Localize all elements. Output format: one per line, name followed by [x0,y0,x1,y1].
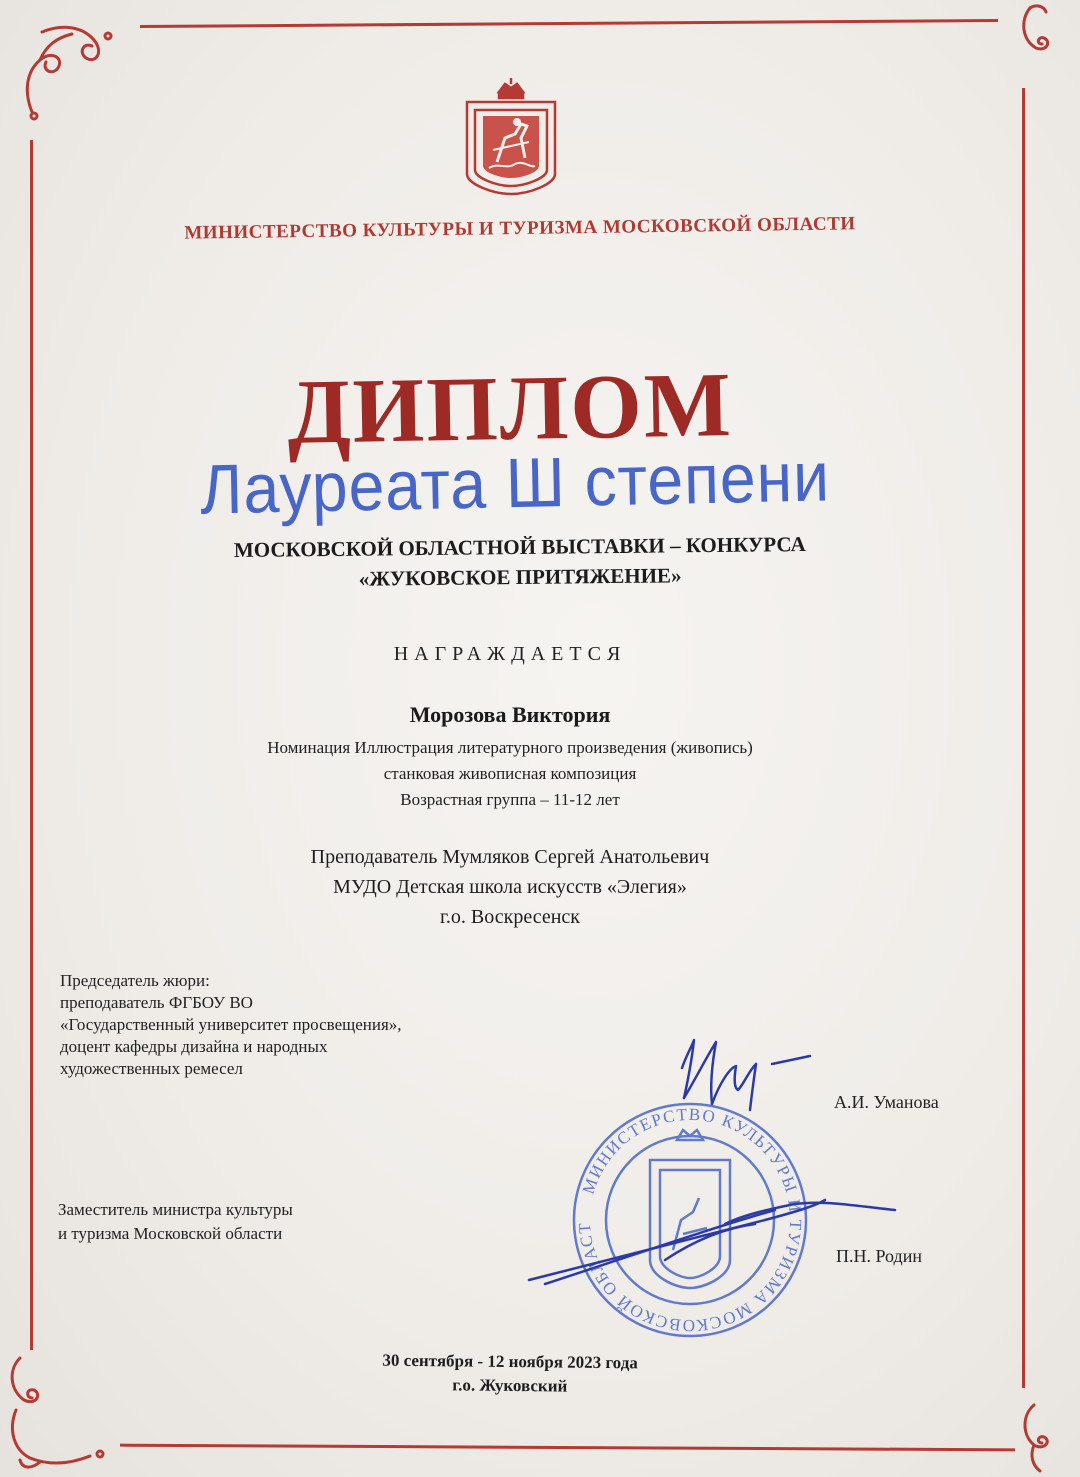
jury-line-1: Председатель жюри: [60,971,210,990]
composition-line: станковая живописная композиция [383,764,637,783]
contest-name-line-1: МОСКОВСКОЙ ОБЛАСТНОЙ ВЫСТАВКИ – КОНКУРСА [233,532,806,562]
event-dates [300,1348,720,1400]
jury-chair-block [60,970,540,1080]
awarded-label: НАГРАЖДАЕТСЯ [393,643,627,665]
age-group-line: Возрастная группа – 11-12 лет [400,790,620,809]
diploma-title: ДИПЛОМ [286,353,734,463]
event-period: 30 сентября - 12 ноября 2023 года [382,1350,638,1373]
border-right-line [1022,88,1025,1388]
teacher-block [180,842,840,932]
stamp-text: МИНИСТЕРСТВО КУЛЬТУРЫ И ТУРИЗМА МОСКОВСКОЙ ОБЛАСТИ [558,1085,806,1336]
contest-name [150,528,891,596]
corner-ornament-top-left [12,12,122,122]
rodin-signature [525,1180,905,1290]
jury-line-5: художественных ремесел [60,1059,243,1078]
jury-line-4: доцент кафедры дизайна и народных [60,1037,328,1056]
moscow-region-coat-of-arms [459,78,563,196]
ministry-heading: МИНИСТЕРСТВО КУЛЬТУРЫ И ТУРИЗМА МОСКОВСКОЙ ОБЛАСТИ [184,213,856,244]
border-top-line [140,19,998,28]
teacher-name: Преподаватель Мумляков Сергей Анатольевич [310,846,710,868]
jury-line-3: «Государственный университет просвещения», [60,1015,402,1034]
nomination-details [150,735,870,813]
contest-name-line-2: «ЖУКОВСКОЕ ПРИТЯЖЕНИЕ» [358,563,682,591]
jury-chair-signer: А.И. Уманова [834,1092,939,1112]
border-bottom-line [120,1444,1015,1452]
event-city: г.о. Жуковский [452,1375,568,1396]
laureate-degree-stamp: Лауреата Ш степени [199,437,831,529]
deputy-line-1: Заместитель министра культуры [58,1200,293,1219]
corner-ornament-top-right [1000,0,1080,70]
corner-ornament-bottom-right [1000,1395,1080,1477]
deputy-minister-signer: П.Н. Родин [836,1246,922,1266]
border-left-line [30,140,33,1350]
school-name: МУДО Детская школа искусств «Элегия» [333,876,687,898]
deputy-minister-block [58,1198,478,1246]
school-city: г.о. Воскресенск [439,906,581,928]
corner-ornament-bottom-left [0,1350,120,1477]
jury-line-2: преподаватель ФГБОУ ВО [60,993,253,1012]
nomination-line: Номинация Иллюстрация литературного произведения (живопись) [267,738,753,757]
deputy-line-2: и туризма Московской области [58,1224,283,1243]
recipient-name: Морозова Виктория [409,702,611,727]
